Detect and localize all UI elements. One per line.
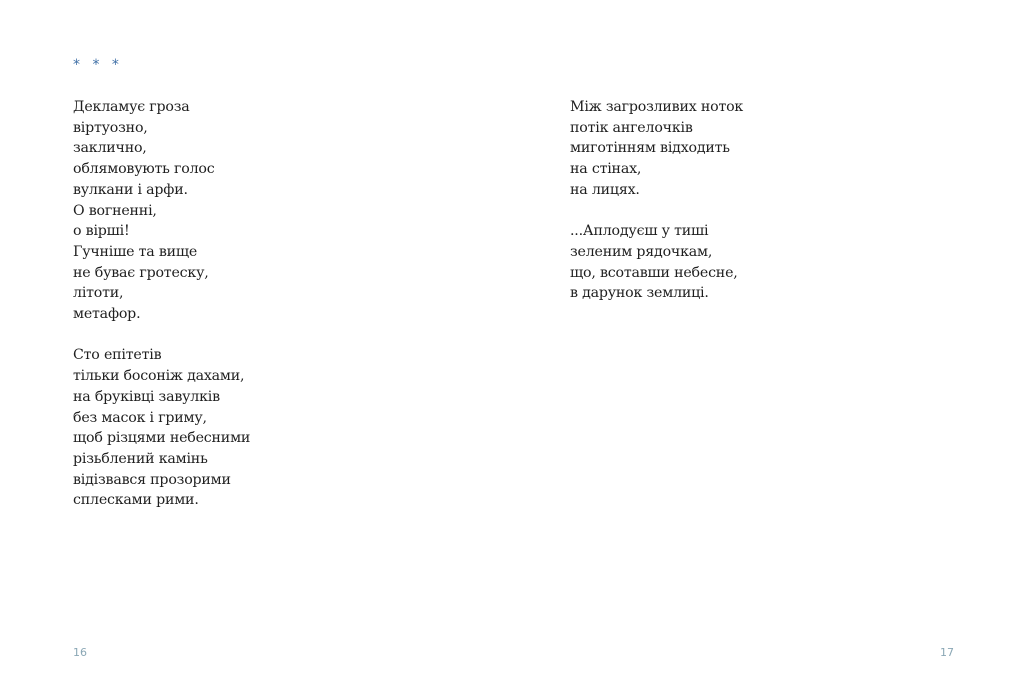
page-number-right: 17 (940, 646, 954, 659)
poem-line: тільки босоніж дахами, (73, 368, 245, 385)
poem-right (570, 97, 743, 304)
stanza (570, 97, 743, 201)
poem-line: сплесками рими. (73, 492, 199, 509)
poem-line: миготінням відходить (570, 140, 730, 157)
poem-line: зеленим рядочкам, (570, 243, 713, 260)
poem-left (73, 97, 250, 511)
stanza (570, 221, 743, 304)
poem-line: літоти, (73, 285, 124, 302)
section-marker: * * * (73, 57, 123, 73)
poem-line: не буває гротеску, (73, 264, 209, 281)
poem-line: Між загрозливих ноток (570, 99, 744, 115)
page-number-left: 16 (73, 646, 87, 659)
poem-line: вулкани і арфи. (73, 181, 188, 198)
poem-line: на стінах, (570, 161, 642, 178)
poem-line: облямовують голос (73, 161, 215, 178)
poem-line: в дарунок землиці. (570, 285, 709, 302)
poem-line: Декламує гроза (73, 99, 190, 115)
poem-line: заклично, (73, 140, 147, 157)
poem-line: метафор. (73, 306, 141, 323)
stanza (73, 345, 250, 511)
poem-line: потік ангелочків (570, 119, 693, 136)
poem-line: щоб різцями небесними (73, 430, 251, 447)
stanza (73, 97, 250, 325)
poem-line: на бруківці завулків (73, 388, 220, 405)
poem-line: о вірші! (73, 223, 130, 240)
poem-line: О вогненні, (73, 202, 157, 219)
poem-line: різьблений камінь (73, 450, 208, 467)
poem-line: відізвався прозорими (73, 471, 231, 488)
poem-line: Гучніше та вище (73, 243, 198, 260)
poem-line: Сто епітетів (73, 347, 162, 364)
poem-line: що, всотавши небесне, (570, 264, 738, 281)
poem-line: на лицях. (570, 181, 640, 198)
poem-line: віртуозно, (73, 119, 148, 136)
poem-line: без масок і гриму, (73, 409, 207, 426)
poem-line: ...Аплодуєш у тиші (570, 223, 709, 240)
right-page (512, 0, 1024, 693)
